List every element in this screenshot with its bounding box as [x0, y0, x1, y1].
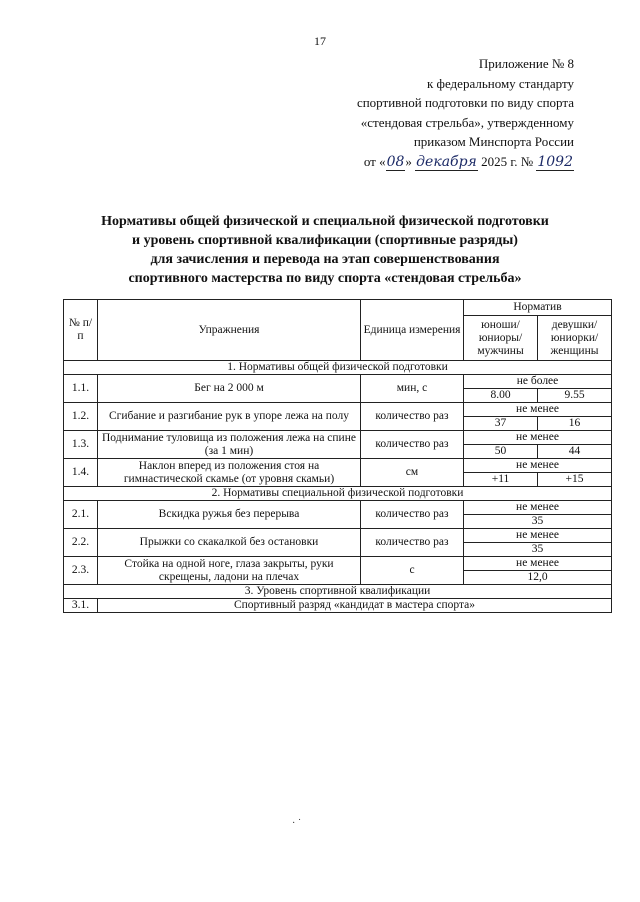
- row-value-male: 37: [464, 417, 538, 431]
- row-condition: не менее: [464, 557, 612, 571]
- header-num: № п/п: [64, 300, 98, 361]
- section-heading: 2. Нормативы специальной физической подготовки: [64, 487, 612, 501]
- document-title: [60, 212, 590, 288]
- row-exercise: Бег на 2 000 м: [98, 375, 361, 403]
- row-exercise: Вскидка ружья без перерыва: [98, 501, 361, 529]
- page-number: 17: [314, 34, 326, 48]
- header-female: девушки/ юниорки/ женщины: [538, 316, 612, 361]
- norms-table: [63, 299, 612, 613]
- handwritten-order-number: 1092: [537, 153, 573, 170]
- appendix-line: «стендовая стрельба», утвержденному: [360, 114, 574, 130]
- row-value: 35: [464, 515, 612, 529]
- section-heading: 1. Нормативы общей физической подготовки: [64, 361, 612, 375]
- date-mid: »: [405, 153, 412, 169]
- header-exercise: Упражнения: [98, 300, 361, 361]
- row-num: 1.2.: [64, 403, 98, 431]
- row-unit: см: [361, 459, 464, 487]
- row-value-male: 8.00: [464, 389, 538, 403]
- row-unit: количество раз: [361, 529, 464, 557]
- row-exercise: Наклон вперед из положения стоя на гимнастической скамье (от уровня скамьи): [98, 459, 361, 487]
- appendix-line: спортивной подготовки по виду спорта: [356, 95, 574, 110]
- row-unit: мин, с: [361, 375, 464, 403]
- row-unit: количество раз: [361, 431, 464, 459]
- handwritten-day: 08: [386, 153, 405, 170]
- row-condition: не менее: [464, 431, 612, 445]
- row-exercise: Стойка на одной ноге, глаза закрыты, руки скрещены, ладони на плечах: [98, 557, 361, 585]
- row-condition: не менее: [464, 501, 612, 515]
- row-condition: не менее: [464, 403, 612, 417]
- row-num: 2.3.: [64, 557, 98, 585]
- date-prefix: от «: [363, 153, 386, 169]
- row-value-female: +15: [538, 473, 612, 487]
- appendix-line: приказом Минспорта России: [413, 134, 574, 149]
- date-year: 2025 г. №: [481, 153, 534, 169]
- appendix-line: к федеральному стандарту: [426, 75, 574, 91]
- row-num: 1.1.: [64, 375, 98, 403]
- header-unit: Единица измерения: [361, 300, 464, 361]
- section-heading: 3. Уровень спортивной квалификации: [64, 585, 612, 599]
- row-unit: количество раз: [361, 501, 464, 529]
- order-date: [314, 152, 574, 173]
- row-exercise: Поднимание туловища из положения лежа на спине (за 1 мин): [98, 431, 361, 459]
- row-num: 2.1.: [64, 501, 98, 529]
- row-condition: не менее: [464, 529, 612, 543]
- row-num: 1.4.: [64, 459, 98, 487]
- row-num: 1.3.: [64, 431, 98, 459]
- row-num: 2.2.: [64, 529, 98, 557]
- row-condition: не менее: [464, 459, 612, 473]
- row-num: 3.1.: [64, 599, 98, 613]
- row-value-female: 44: [538, 445, 612, 459]
- header-norm: Норматив: [464, 300, 612, 316]
- row-value-female: 9.55: [538, 389, 612, 403]
- header-male: юноши/ юниоры/ мужчины: [464, 316, 538, 361]
- row-exercise: Прыжки со скакалкой без остановки: [98, 529, 361, 557]
- title-line: спортивного мастерства по виду спорта «стендовая стрельба»: [128, 271, 522, 286]
- row-value-female: 16: [538, 417, 612, 431]
- row-value-male: 50: [464, 445, 538, 459]
- row-value: 35: [464, 543, 612, 557]
- row-exercise: Сгибание и разгибание рук в упоре лежа на полу: [98, 403, 361, 431]
- row-condition: не более: [464, 375, 612, 389]
- row-value: 12,0: [464, 571, 612, 585]
- scan-speck: · ˙: [292, 818, 302, 829]
- title-line: и уровень спортивной квалификации (спортивные разряды): [132, 233, 518, 248]
- row-qualification: Спортивный разряд «кандидат в мастера спорта»: [98, 599, 612, 613]
- row-value-male: +11: [464, 473, 538, 487]
- handwritten-month: декабря: [416, 153, 477, 170]
- appendix-title: Приложение № 8: [478, 56, 574, 71]
- title-line: для зачисления и перевода на этап совершенствования: [150, 252, 500, 267]
- row-unit: количество раз: [361, 403, 464, 431]
- appendix-header: [314, 54, 574, 172]
- title-line: Нормативы общей физической и специальной физической подготовки: [101, 214, 549, 229]
- row-unit: с: [361, 557, 464, 585]
